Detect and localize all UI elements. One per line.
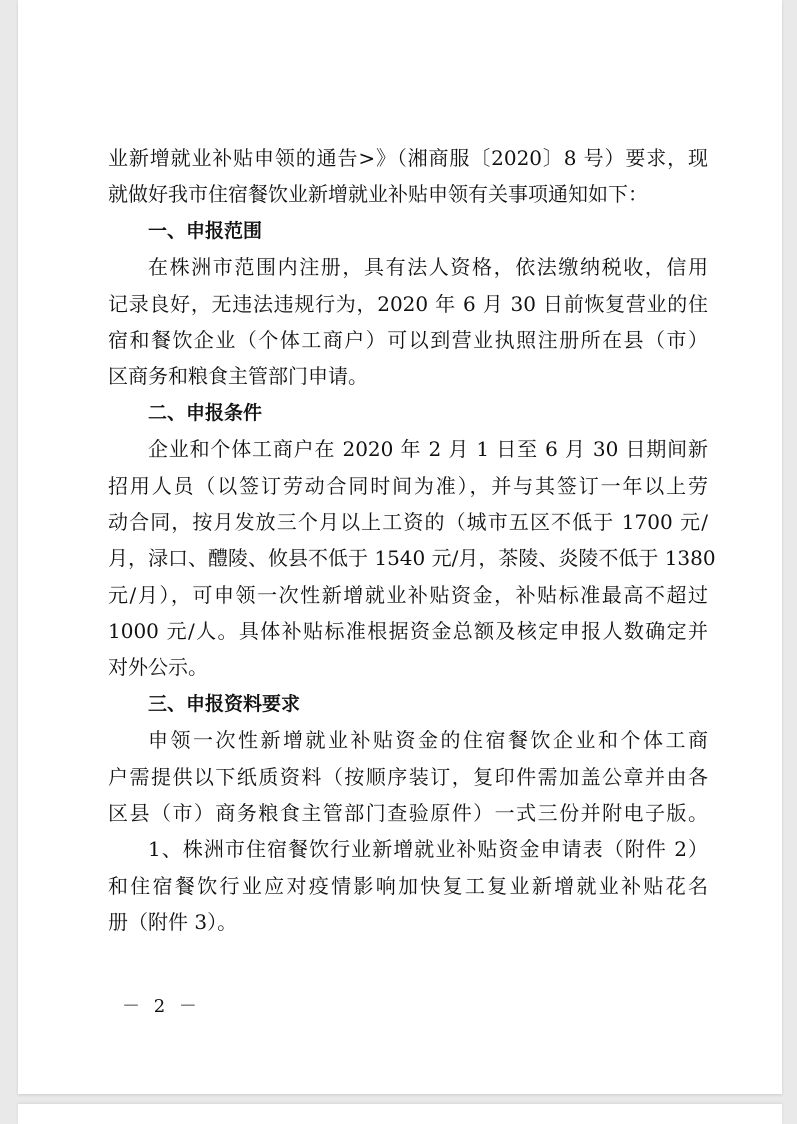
section-heading-scope: 一、申报范围 (148, 219, 263, 242)
document-body (108, 140, 716, 941)
body-line: 1000 元/人。具体补贴标准根据资金总额及核定申报人数确定并 (108, 619, 708, 644)
body-line: 企业和个体工商户在 2020 年 2 月 1 日至 6 月 30 日期间新 (148, 437, 708, 462)
body-line: 就做好我市住宿餐饮业新增就业补贴申领有关事项通知如下： (108, 182, 648, 207)
body-line: 宿和餐饮企业（个体工商户）可以到营业执照注册所在县（市） (108, 327, 708, 352)
body-line: 元/月），可申领一次性新增就业补贴资金，补贴标准最高不超过 (108, 582, 708, 607)
body-line: 动合同，按月发放三个月以上工资的（城市五区不低于 1700 元/ (108, 509, 708, 534)
body-line: 册（附件 3）。 (108, 910, 238, 935)
body-line: 对外公示。 (108, 655, 208, 680)
body-line: 招用人员（以签订劳动合同时间为准），并与其签订一年以上劳 (108, 473, 708, 498)
body-line: 和住宿餐饮行业应对疫情影响加快复工复业新增就业补贴花名 (108, 873, 708, 898)
body-line: 记录良好，无违法违规行为，2020 年 6 月 30 日前恢复营业的住 (108, 291, 708, 316)
page-number: － 2 － (122, 996, 201, 1017)
body-line: 在株洲市范围内注册，具有法人资格，依法缴纳税收，信用 (148, 255, 708, 280)
body-line: 区商务和粮食主管部门申请。 (108, 364, 368, 389)
body-line: 1、株洲市住宿餐饮行业新增就业补贴资金申请表（附件 2） (148, 837, 708, 862)
body-line: 申领一次性新增就业补贴资金的住宿餐饮企业和个体工商 (148, 728, 708, 753)
section-heading-conditions: 二、申报条件 (148, 401, 263, 424)
next-page-edge (18, 1104, 782, 1124)
body-line: 月，渌口、醴陵、攸县不低于 1540 元/月，茶陵、炎陵不低于 1380 (108, 546, 716, 571)
body-line: 区县（市）商务粮食主管部门查验原件）一式三份并附电子版。 (108, 801, 708, 826)
section-heading-materials: 三、申报资料要求 (148, 692, 301, 715)
body-line: 户需提供以下纸质资料（按顺序装订，复印件需加盖公章并由各 (108, 764, 708, 789)
document-page (18, 0, 782, 1094)
body-line: 业新增就业补贴申领的通告>》（湘商服〔2020〕8 号）要求，现 (108, 146, 708, 170)
